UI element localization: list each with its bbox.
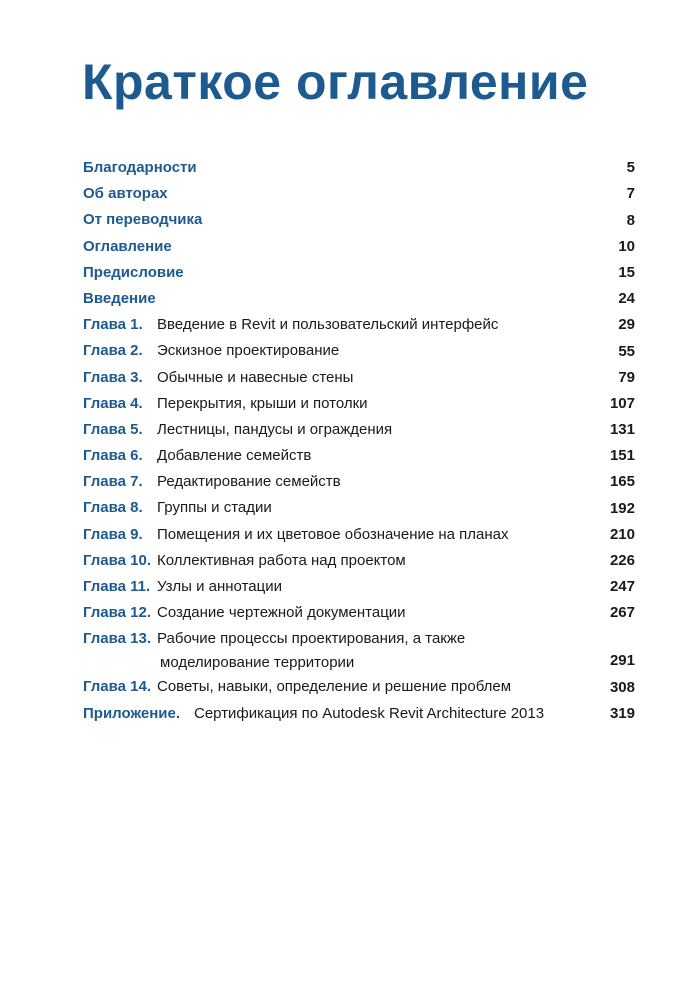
- chapter-title: [157, 312, 585, 338]
- toc-entry[interactable]: [83, 260, 635, 286]
- table-of-contents: [83, 155, 635, 727]
- chapter-label: Глава 14.: [83, 678, 152, 696]
- toc-chapter[interactable]: [83, 626, 635, 674]
- page-number: 79: [618, 368, 635, 386]
- chapter-title: [157, 522, 585, 548]
- page-number: 267: [609, 604, 635, 622]
- toc-entry[interactable]: [83, 234, 635, 260]
- chapter-label: Глава 8.: [83, 499, 143, 517]
- chapter-label: Глава 4.: [83, 394, 143, 412]
- toc-chapter[interactable]: [83, 391, 635, 417]
- toc-chapter[interactable]: [83, 417, 635, 443]
- page-number: 131: [609, 421, 635, 439]
- chapter-label: Глава 11.: [83, 578, 151, 595]
- page-number: 107: [609, 394, 635, 412]
- chapter-label: Глава 13.: [83, 630, 152, 648]
- chapter-title: [157, 365, 585, 391]
- toc-entry[interactable]: [83, 155, 635, 181]
- chapter-label: Глава 10.: [83, 551, 152, 569]
- chapter-label: Глава 9.: [83, 525, 143, 543]
- chapter-label: Глава 6.: [83, 447, 143, 465]
- page-number: 10: [618, 237, 635, 255]
- page-number: 291: [609, 652, 635, 670]
- toc-entry[interactable]: [83, 286, 635, 312]
- page-number: 55: [618, 342, 635, 360]
- page-number: 5: [626, 159, 635, 177]
- chapter-label: Глава 7.: [83, 473, 143, 491]
- toc-chapter[interactable]: [83, 338, 635, 364]
- entry-title: Об авторах: [83, 185, 168, 203]
- page-number: 15: [618, 263, 635, 281]
- chapter-label: Глава 5.: [83, 420, 143, 438]
- page-number: 165: [609, 473, 635, 491]
- page-number: 247: [609, 578, 635, 596]
- chapter-label: Глава 3.: [83, 368, 143, 386]
- toc-chapter[interactable]: [83, 600, 635, 626]
- chapter-title: [157, 626, 585, 674]
- chapter-title: [157, 574, 585, 600]
- appendix-title: Сертификация по Autodesk Revit Architecture 2013: [194, 704, 545, 722]
- toc-entry[interactable]: [83, 207, 635, 233]
- chapter-label: Глава 12.: [83, 604, 152, 622]
- chapter-title: [157, 674, 585, 700]
- chapter-title-line: Создание чертежной документации: [157, 604, 406, 622]
- chapter-title-line: Узлы и аннотации: [157, 578, 282, 595]
- entry-title: Предисловие: [83, 263, 184, 281]
- chapter-title: [157, 338, 585, 364]
- chapter-title: [157, 548, 585, 574]
- entry-title: Благодарности: [83, 159, 197, 176]
- toc-chapter[interactable]: [83, 365, 635, 391]
- toc-chapter[interactable]: [83, 469, 635, 495]
- chapter-title-line: Группы и стадии: [157, 499, 272, 517]
- toc-chapter[interactable]: [83, 674, 635, 700]
- toc-chapter[interactable]: [83, 495, 635, 521]
- page-number: 319: [609, 704, 635, 722]
- chapter-title-line: Перекрытия, крыши и потолки: [157, 394, 368, 412]
- chapter-title: [157, 417, 585, 443]
- chapter-title-line: Лестницы, пандусы и ограждения: [157, 420, 393, 438]
- chapter-title-line-2: моделирование территории: [160, 654, 355, 672]
- entry-title: От переводчика: [83, 211, 203, 229]
- toc-appendix[interactable]: [83, 701, 635, 727]
- page-number: 210: [609, 525, 635, 543]
- chapter-title: [157, 443, 585, 469]
- chapter-title-line: Редактирование семейств: [157, 473, 341, 491]
- chapter-title-line: Эскизное проектирование: [157, 342, 340, 360]
- chapter-title-line: Добавление семейств: [157, 447, 312, 465]
- toc-chapter[interactable]: [83, 574, 635, 600]
- appendix-label: Приложение.: [83, 704, 181, 722]
- chapter-title: [157, 600, 585, 626]
- toc-chapter[interactable]: [83, 522, 635, 548]
- chapter-title-line: Коллективная работа над проектом: [157, 551, 406, 569]
- chapter-title-line: Советы, навыки, определение и решение проблем: [157, 678, 512, 696]
- entry-title: Оглавление: [83, 237, 172, 255]
- chapter-title: [157, 495, 585, 521]
- chapter-label: Глава 1.: [83, 316, 143, 334]
- chapter-title-line: Рабочие процессы проектирования, а также: [157, 630, 466, 648]
- toc-chapter[interactable]: [83, 548, 635, 574]
- page-number: 24: [618, 290, 635, 308]
- entry-title: Введение: [83, 289, 156, 307]
- chapter-title: [157, 391, 585, 417]
- page-number: 29: [618, 316, 635, 334]
- page-number: 151: [609, 447, 635, 465]
- page-number: 308: [609, 678, 635, 696]
- page-number: 8: [626, 211, 635, 229]
- chapter-title: [157, 469, 585, 495]
- toc-chapter[interactable]: [83, 443, 635, 469]
- page-title: Краткое оглавление: [82, 54, 589, 110]
- page-number: 226: [609, 552, 635, 569]
- chapter-title-line: Обычные и навесные стены: [157, 368, 354, 386]
- chapter-title-line: Помещения и их цветовое обозначение на планах: [157, 525, 509, 543]
- toc-chapter[interactable]: [83, 312, 635, 338]
- chapter-title-line: Введение в Revit и пользовательский интерфейс: [157, 316, 499, 334]
- page-number: 7: [626, 185, 635, 203]
- page-number: 192: [609, 499, 635, 517]
- chapter-label: Глава 2.: [83, 342, 143, 360]
- toc-entry[interactable]: [83, 181, 635, 207]
